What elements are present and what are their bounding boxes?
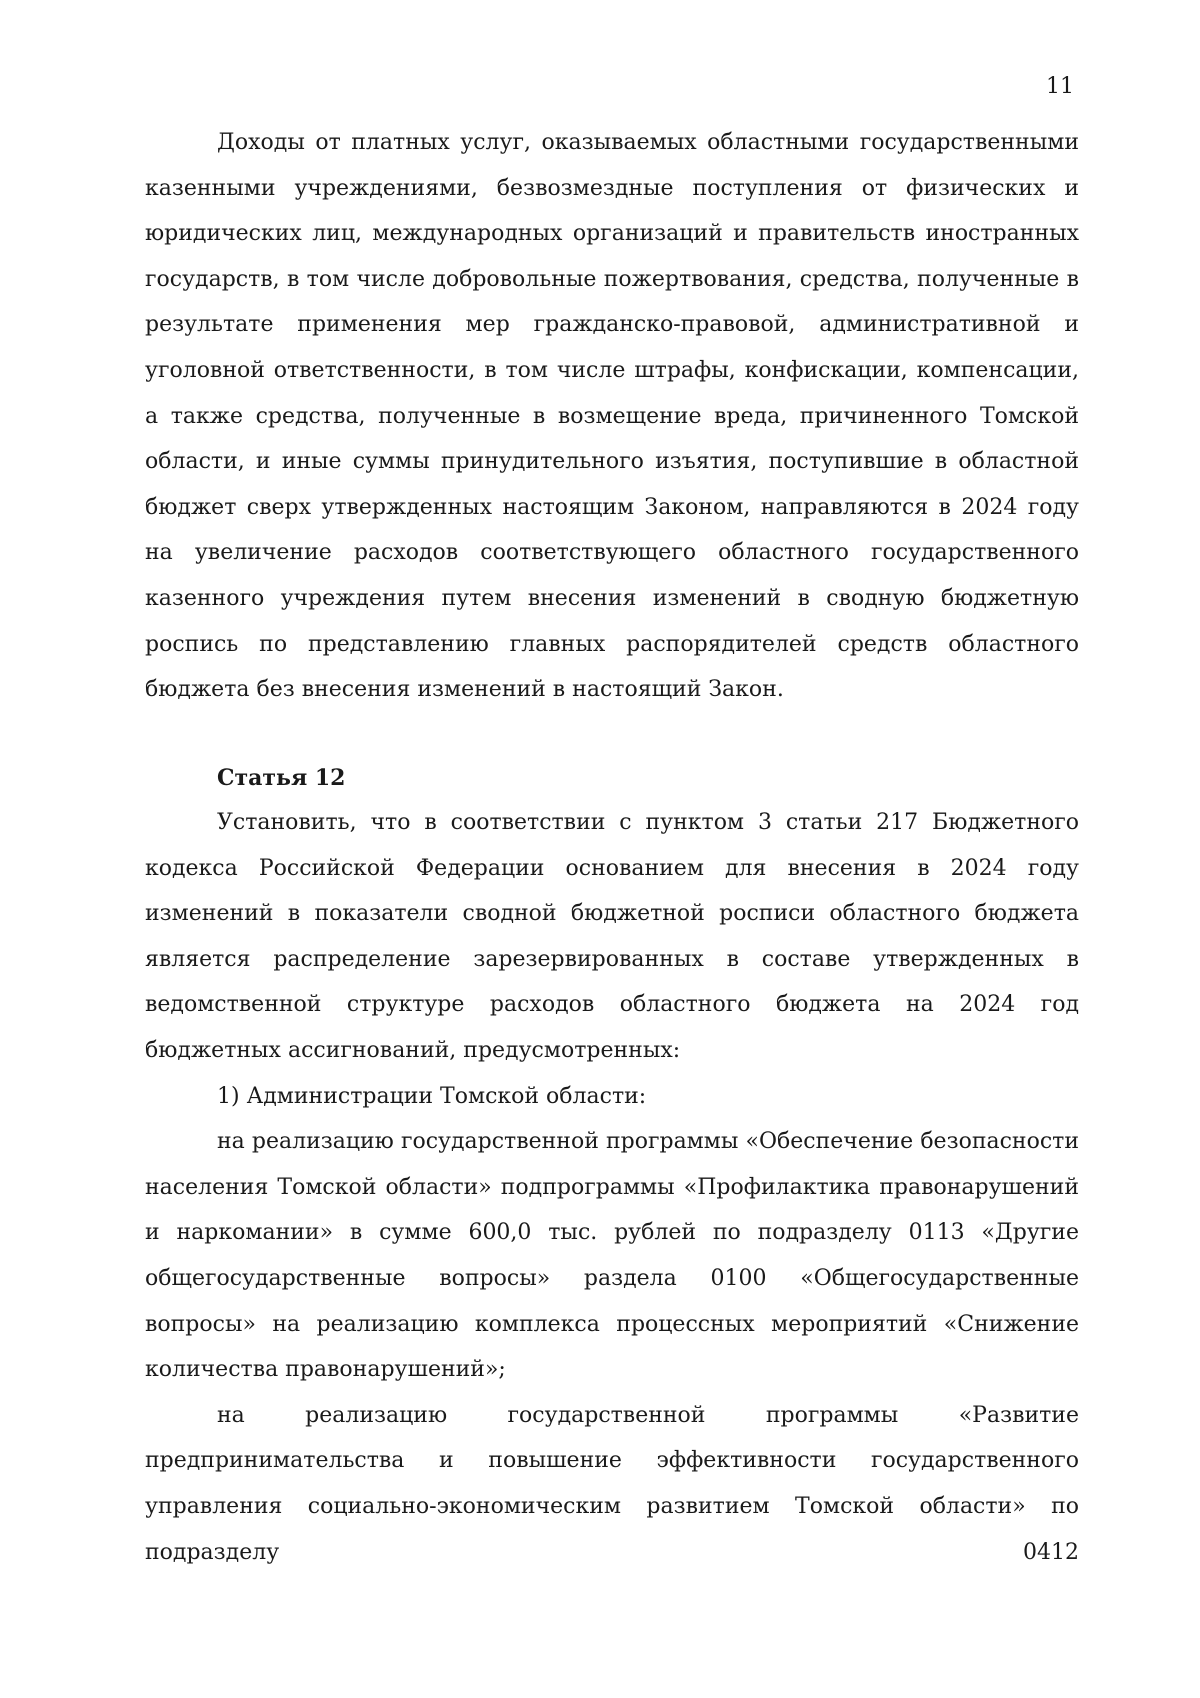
article-body — [145, 800, 1079, 1575]
paragraph: на реализацию государственной программы «Обеспечение безопасности населения Томской области» подпрограммы «Профилактика правонарушений и наркомании» в сумме 600,0 тыс. рублей по подразделу 0113 «Другие общегосударственные вопросы» раздела 0100 «Общегосударственные вопросы» на реализацию комплекса процессных мероприятий «Снижение количества правонарушений»; — [145, 1129, 1079, 1383]
page-number: 11 — [1046, 74, 1074, 99]
section-prev-text — [145, 120, 1079, 713]
paragraph: на реализацию государственной программы «Развитие предпринимательства и повышение эффективности государственного управления социально-экономическим развитием Томской области» по подразделу 0412 — [145, 1402, 1079, 1565]
paragraph: Установить, что в соответствии с пунктом 3 статьи 217 Бюджетного кодекса Российской Федерации основанием для внесения в 2024 году изменений в показатели сводной бюджетной росписи областного бюджета является распределение зарезервированных в составе утвержденных в ведомственной структуре расходов областного бюджета на 2024 год бюджетных ассигнований, предусмотренных: — [145, 810, 1079, 1063]
paragraph: Доходы от платных услуг, оказываемых областными государственными казенными учреждениями, безвозмездные поступления от физических и юридических лиц, международных организаций и правительств иностранных государств, в том числе добровольные пожертвования, средства, полученные в результате применения мер гражданско-правовой, административной и уголовной ответственности, в том числе штрафы, конфискации, компенсации, а также средства, полученные в возмещение вреда, причиненного Томской области, и иные суммы принудительного изъятия, поступившие в областной бюджет сверх утвержденных настоящим Законом, направляются в 2024 году на увеличение расходов соответствующего областного государственного казенного учреждения путем внесения изменений в сводную бюджетную роспись по представлению главных распорядителей средств областного бюджета без внесения изменений в настоящий Закон. — [145, 130, 1079, 703]
paragraph: 1) Администрации Томской области: — [217, 1083, 647, 1109]
article-heading: Статья 12 — [217, 765, 346, 791]
